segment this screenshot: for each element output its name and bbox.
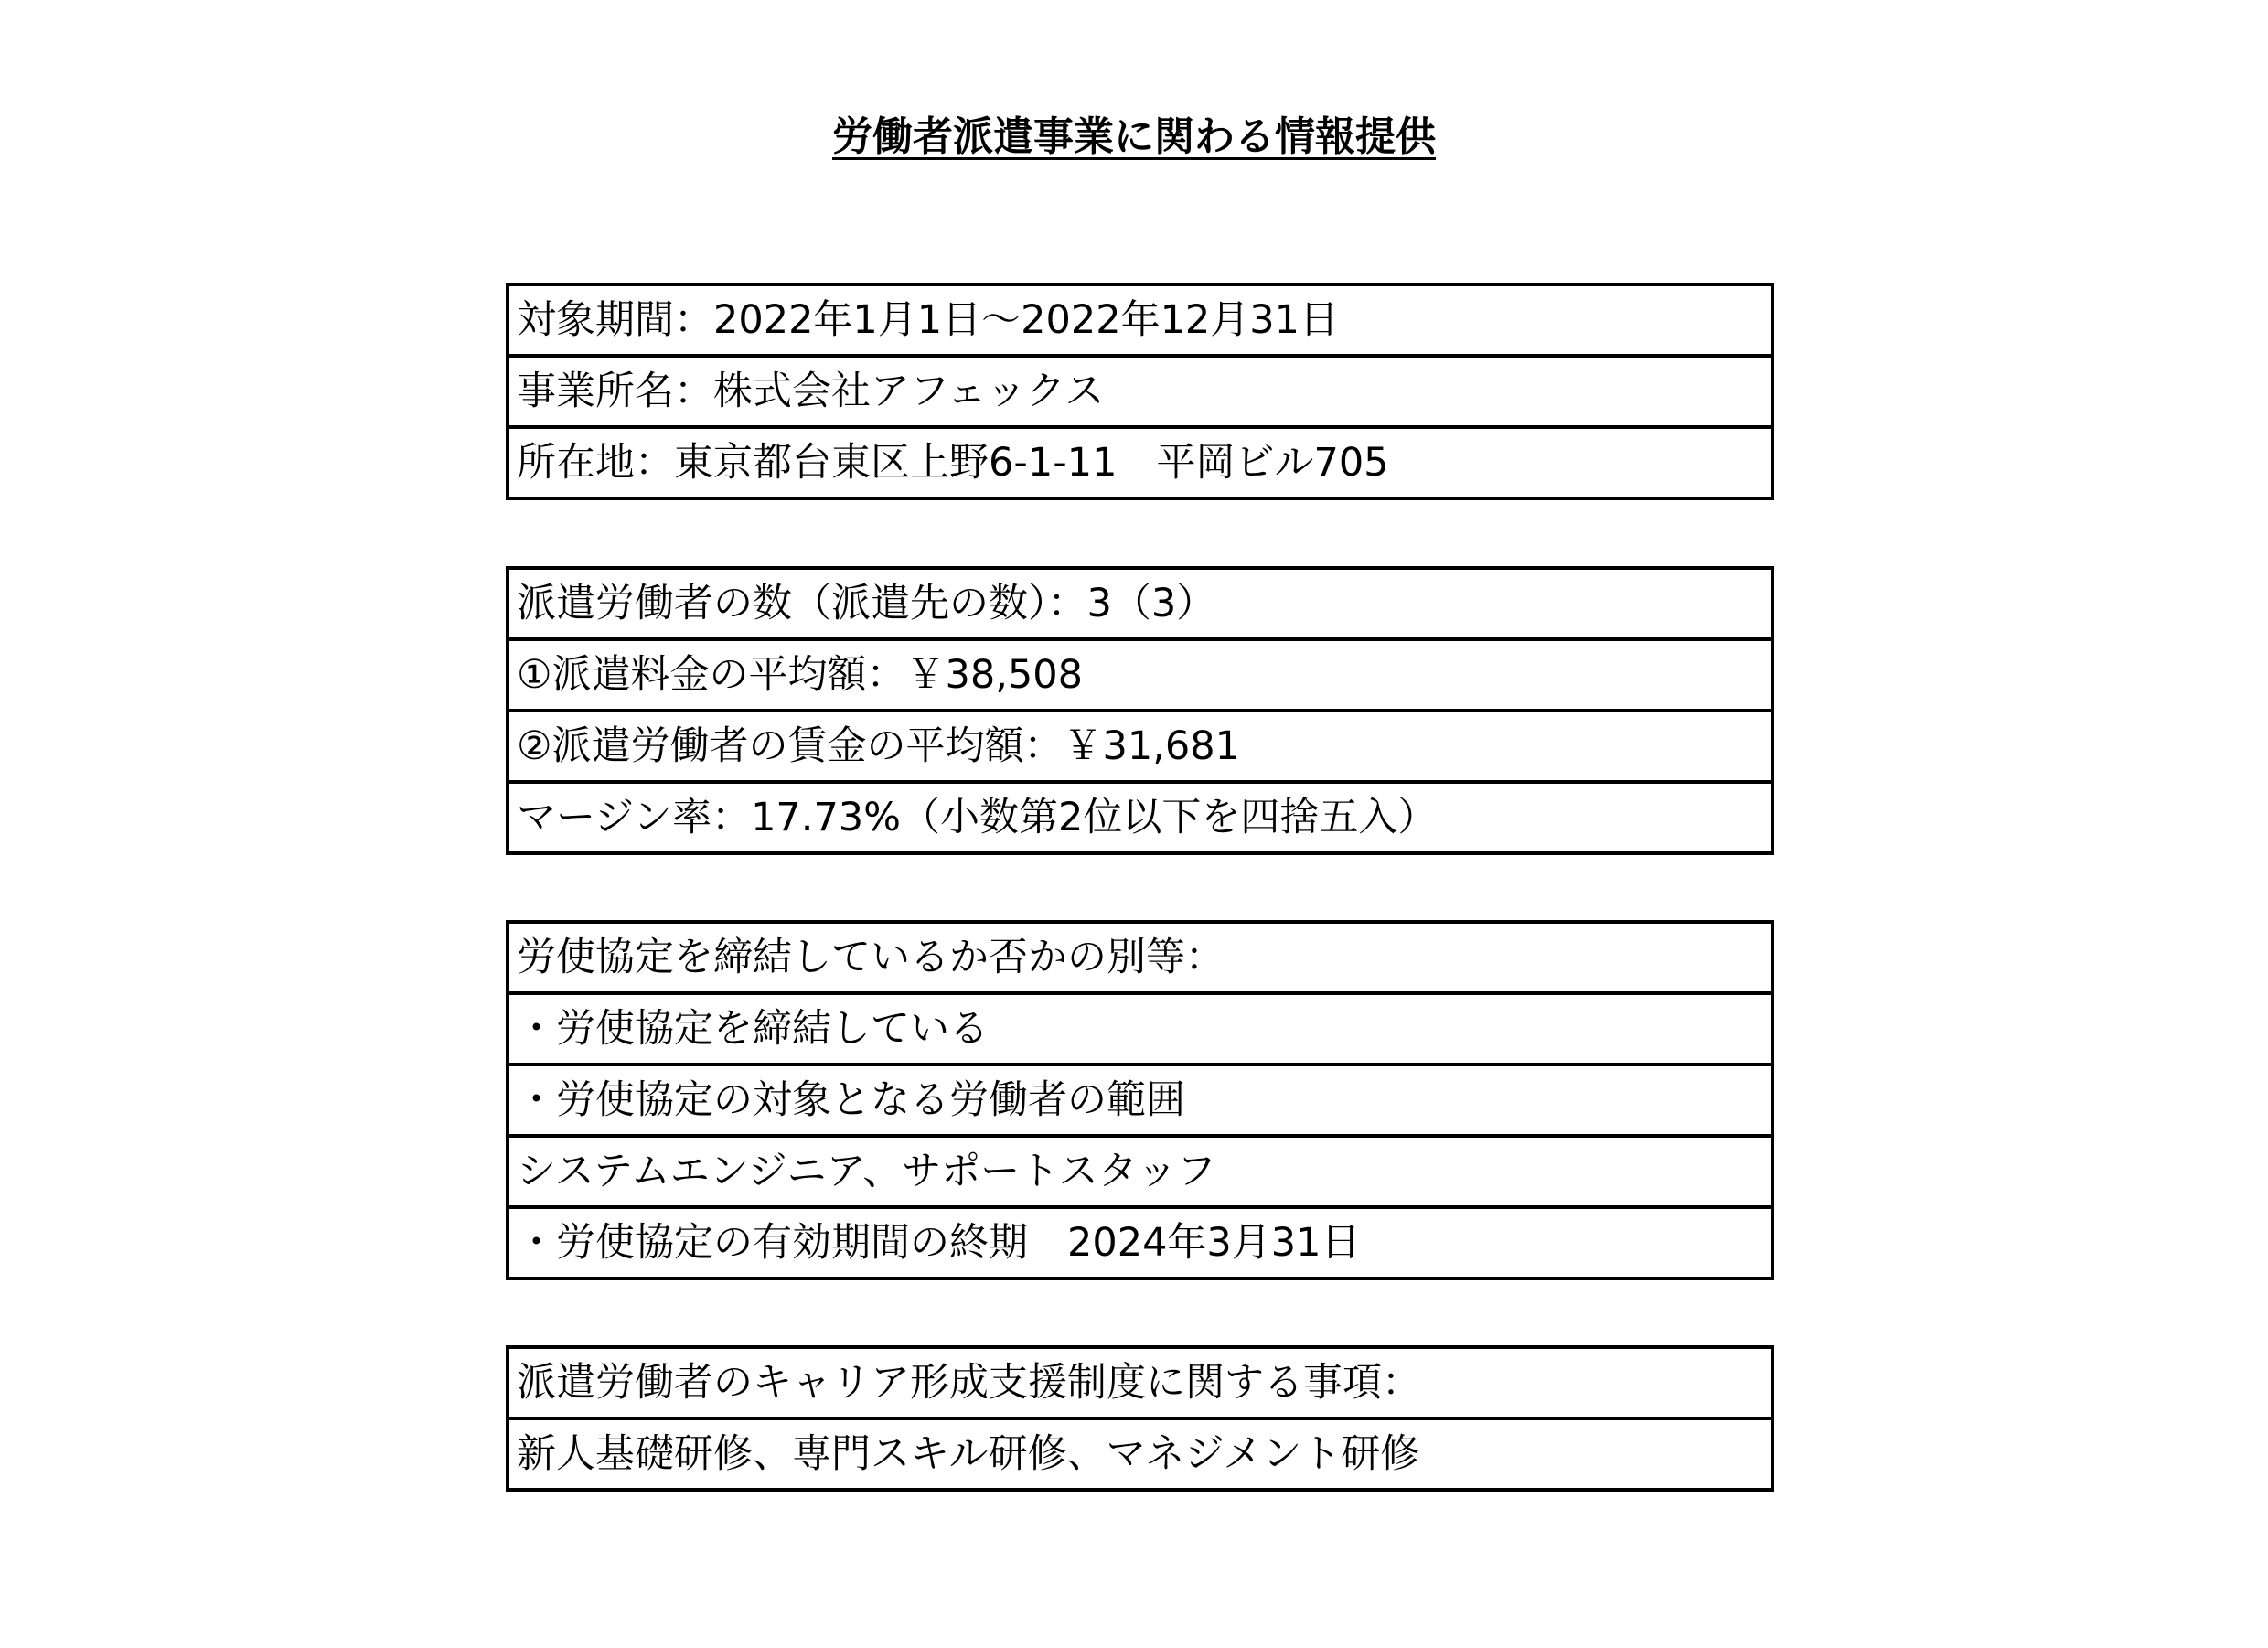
agreement-expiry-row: ・労使協定の有効期間の終期 2024年3月31日 — [509, 1209, 1771, 1280]
average-wage-row: ②派遣労働者の賃金の平均額：￥31,681 — [509, 712, 1771, 784]
career-support-box — [506, 1345, 1774, 1492]
agreement-status-heading-row: 労使協定を締結しているか否かの別等： — [509, 924, 1771, 995]
dispatch-stats-box — [506, 566, 1774, 855]
average-fee-row: ①派遣料金の平均額：￥38,508 — [509, 641, 1771, 712]
worker-count-row: 派遣労働者の数（派遣先の数）：3（3） — [509, 570, 1771, 641]
agreement-scope-row: システムエンジニア、サポートスタッフ — [509, 1138, 1771, 1209]
target-period-row: 対象期間：2022年1月1日～2022年12月31日 — [509, 286, 1771, 358]
page-title-text: 労働者派遣事業に関わる情報提供 — [832, 113, 1436, 160]
office-name-row: 事業所名：株式会社アフェックス — [509, 358, 1771, 429]
page-title — [0, 110, 2268, 165]
career-support-heading-row: 派遣労働者のキャリア形成支援制度に関する事項： — [509, 1349, 1771, 1420]
labor-agreement-box — [506, 920, 1774, 1280]
agreement-concluded-row: ・労使協定を締結している — [509, 995, 1771, 1066]
training-list-row: 新人基礎研修、専門スキル研修、マネジメント研修 — [509, 1420, 1771, 1492]
address-row: 所在地：東京都台東区上野6-1-11 平岡ビル705 — [509, 429, 1771, 500]
agreement-scope-heading-row: ・労使協定の対象となる労働者の範囲 — [509, 1066, 1771, 1138]
margin-rate-row: マージン率：17.73%（小数第2位以下を四捨五入） — [509, 784, 1771, 855]
period-office-info-box — [506, 283, 1774, 500]
